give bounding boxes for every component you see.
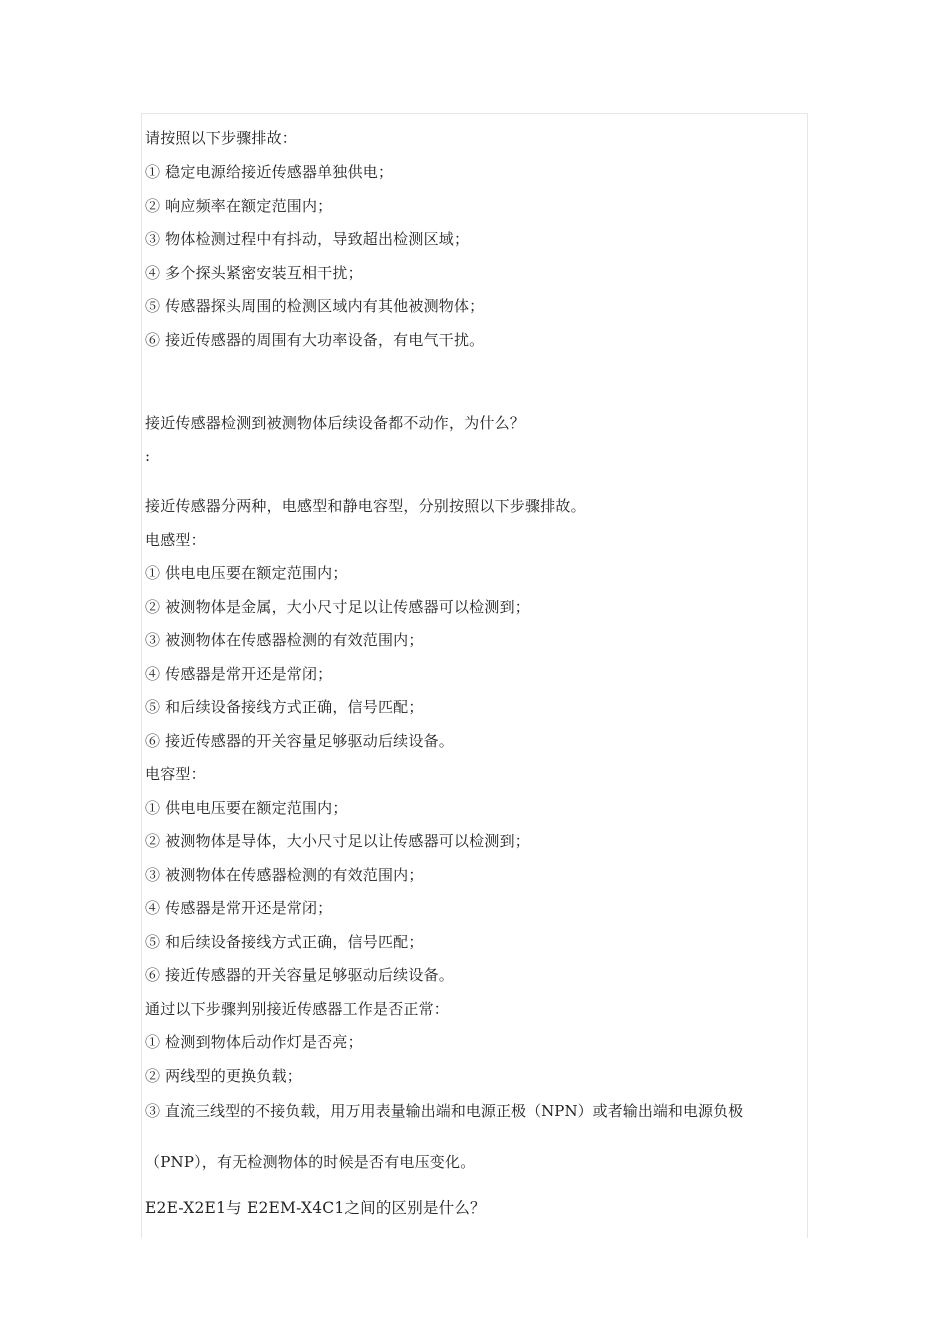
inductive-step-4: ④ 传感器是常开还是常闭； [145, 665, 333, 683]
section1-step-5: ⑤ 传感器探头周围的检测区域内有其他被测物体； [145, 297, 485, 315]
check-intro: 通过以下步骤判别接近传感器工作是否正常： [145, 1000, 450, 1018]
section1-step-4: ④ 多个探头紧密安装互相干扰； [145, 264, 363, 282]
inductive-step-3: ③ 被测物体在传感器检测的有效范围内； [145, 631, 424, 649]
capacitive-step-3: ③ 被测物体在传感器检测的有效范围内； [145, 866, 424, 884]
section1-step-1: ① 稳定电源给接近传感器单独供电； [145, 163, 394, 181]
check-step-1: ① 检测到物体后动作灯是否亮； [145, 1033, 363, 1051]
inductive-step-1: ① 供电电压要在额定范围内； [145, 564, 348, 582]
section1-step-2: ② 响应频率在额定范围内； [145, 197, 333, 215]
section3-question: E2E-X2E1与 E2EM-X4C1之间的区别是什么？ [145, 1199, 486, 1217]
inductive-step-6: ⑥ 接近传感器的开关容量足够驱动后续设备。 [145, 732, 454, 750]
check-step-2: ② 两线型的更换负载； [145, 1067, 302, 1085]
section1-step-3: ③ 物体检测过程中有抖动，导致超出检测区域； [145, 230, 470, 248]
inductive-label: 电感型： [145, 531, 206, 549]
capacitive-step-6: ⑥ 接近传感器的开关容量足够驱动后续设备。 [145, 966, 454, 984]
section2-question: 接近传感器检测到被测物体后续设备都不动作，为什么？ [145, 414, 526, 432]
capacitive-step-5: ⑤ 和后续设备接线方式正确，信号匹配； [145, 933, 424, 951]
section1-intro: 请按照以下步骤排故： [145, 129, 298, 147]
inductive-step-5: ⑤ 和后续设备接线方式正确，信号匹配； [145, 698, 424, 716]
inductive-step-2: ② 被测物体是金属，大小尺寸足以让传感器可以检测到； [145, 598, 530, 616]
section2-intro: 接近传感器分两种，电感型和静电容型，分别按照以下步骤排故。 [145, 497, 586, 515]
section1-step-6: ⑥ 接近传感器的周围有大功率设备，有电气干扰。 [145, 331, 485, 349]
capacitive-step-1: ① 供电电压要在额定范围内； [145, 799, 348, 817]
check-step-3-line-1: ③ 直流三线型的不接负载，用万用表量输出端和电源正极（NPN）或者输出端和电源负极 [145, 1102, 744, 1120]
capacitive-step-4: ④ 传感器是常开还是常闭； [145, 899, 333, 917]
section2-colon: : [145, 447, 151, 465]
capacitive-step-2: ② 被测物体是导体，大小尺寸足以让传感器可以检测到； [145, 832, 530, 850]
capacitive-label: 电容型： [145, 765, 206, 783]
check-step-3-line-2: （PNP），有无检测物体的时候是否有电压变化。 [145, 1153, 476, 1171]
